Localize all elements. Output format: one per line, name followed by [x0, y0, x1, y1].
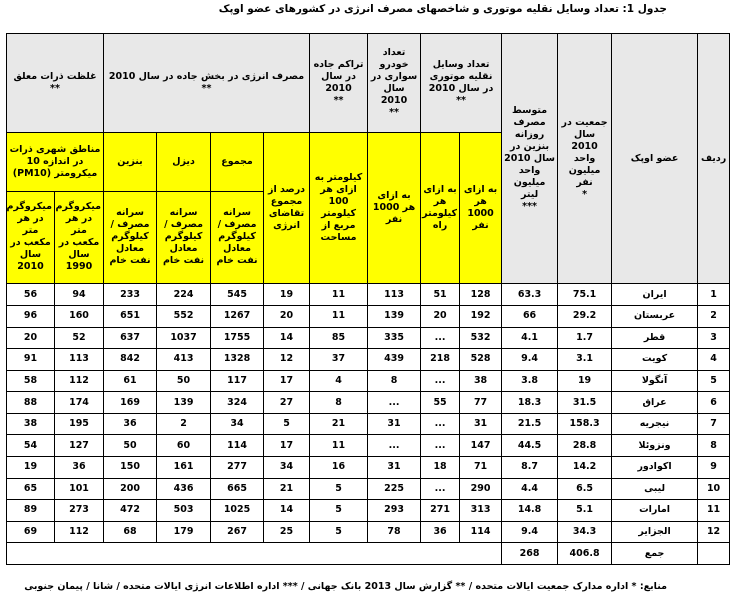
road-density: 16: [310, 457, 368, 479]
road-density: 11: [310, 284, 368, 306]
header-veh-per1000: به ازای هر 1000 نفر: [460, 133, 502, 284]
pm-1990: 113: [55, 349, 104, 371]
energy-gasoline: 233: [104, 284, 157, 306]
vehicles-per1000: 532: [460, 327, 502, 349]
header-pm2010: میکروگرم در هر متر مکعب در سال 2010: [7, 191, 55, 284]
road-density: 37: [310, 349, 368, 371]
cars-per1000: 8: [368, 370, 421, 392]
vehicles-perkm: 55: [421, 392, 460, 414]
row-number: 7: [698, 413, 730, 435]
energy-pct: 14: [264, 500, 310, 522]
energy-total: 1025: [211, 500, 264, 522]
table-row: [7, 349, 730, 371]
fuel-consumption: 3.8: [502, 370, 558, 392]
road-density: 4: [310, 370, 368, 392]
energy-diesel: 552: [157, 305, 211, 327]
energy-gasoline: 637: [104, 327, 157, 349]
fuel-consumption: 4.1: [502, 327, 558, 349]
energy-total: 1328: [211, 349, 264, 371]
table-row: [7, 478, 730, 500]
vehicles-per1000: 528: [460, 349, 502, 371]
vehicles-per1000: 77: [460, 392, 502, 414]
energy-diesel: 2: [157, 413, 211, 435]
vehicles-per1000: 31: [460, 413, 502, 435]
table-row: [7, 500, 730, 522]
pm-1990: 52: [55, 327, 104, 349]
table-row: [7, 413, 730, 435]
pm-2010: 38: [7, 413, 55, 435]
header-diesel: دیزل: [157, 133, 211, 191]
header-pm-group: غلظت ذرات معلق **: [7, 34, 104, 133]
pm-2010: 20: [7, 327, 55, 349]
population: 1.7: [558, 327, 612, 349]
energy-diesel: 436: [157, 478, 211, 500]
cars-per1000: 78: [368, 521, 421, 543]
energy-gasoline: 61: [104, 370, 157, 392]
energy-pct: 14: [264, 327, 310, 349]
pm-2010: 58: [7, 370, 55, 392]
fuel-consumption: 44.5: [502, 435, 558, 457]
energy-pct: 17: [264, 370, 310, 392]
energy-pct: 19: [264, 284, 310, 306]
table-row: [7, 435, 730, 457]
energy-gasoline: 169: [104, 392, 157, 414]
member-name: آنگولا: [612, 370, 698, 392]
table-caption: جدول 1: تعداد وسایل نقلیه موتوری و شاخصهای مصرف انرژی در کشورهای عضو اوپک: [218, 3, 667, 15]
pm-2010: 69: [7, 521, 55, 543]
population: 31.5: [558, 392, 612, 414]
vehicles-perkm: ...: [421, 435, 460, 457]
table-row: [7, 284, 730, 306]
member-name: نیجریه: [612, 413, 698, 435]
member-name: قطر: [612, 327, 698, 349]
row-number: 6: [698, 392, 730, 414]
member-name: اکوادور: [612, 457, 698, 479]
totals-population: 406.8: [558, 543, 612, 565]
energy-pct: 20: [264, 305, 310, 327]
member-name: کویت: [612, 349, 698, 371]
totals-fuel: 268: [502, 543, 558, 565]
vehicles-perkm: ...: [421, 478, 460, 500]
row-number: 1: [698, 284, 730, 306]
pm-1990: 127: [55, 435, 104, 457]
energy-gasoline: 200: [104, 478, 157, 500]
energy-total: 324: [211, 392, 264, 414]
energy-gasoline: 651: [104, 305, 157, 327]
energy-total: 665: [211, 478, 264, 500]
population: 34.3: [558, 521, 612, 543]
member-name: الجزایر: [612, 521, 698, 543]
fuel-consumption: 21.5: [502, 413, 558, 435]
cars-per1000: 139: [368, 305, 421, 327]
population: 5.1: [558, 500, 612, 522]
vehicles-perkm: 36: [421, 521, 460, 543]
cars-per1000: 225: [368, 478, 421, 500]
member-name: عراق: [612, 392, 698, 414]
table-row: [7, 327, 730, 349]
road-density: 11: [310, 305, 368, 327]
pm-2010: 91: [7, 349, 55, 371]
fuel-consumption: 66: [502, 305, 558, 327]
pm-2010: 19: [7, 457, 55, 479]
energy-diesel: 503: [157, 500, 211, 522]
population: 158.3: [558, 413, 612, 435]
pm-1990: 174: [55, 392, 104, 414]
fuel-consumption: 8.7: [502, 457, 558, 479]
pm-2010: 96: [7, 305, 55, 327]
totals-label: جمع: [612, 543, 698, 565]
energy-pct: 34: [264, 457, 310, 479]
fuel-consumption: 63.3: [502, 284, 558, 306]
fuel-consumption: 4.4: [502, 478, 558, 500]
row-number: 10: [698, 478, 730, 500]
row-number: 4: [698, 349, 730, 371]
pm-1990: 160: [55, 305, 104, 327]
vehicles-per1000: 192: [460, 305, 502, 327]
table-row: [7, 305, 730, 327]
fuel-consumption: 18.3: [502, 392, 558, 414]
fuel-consumption: 9.4: [502, 521, 558, 543]
footnote: منابع: * اداره مدارک جمعیت ایالات متحده / ** گزارش سال 2013 بانک جهانی / *** اداره اطلاعات انرژی ایالات متحده / شانا / پیمان جنوبی: [24, 581, 667, 592]
road-density: 11: [310, 435, 368, 457]
road-density: 5: [310, 478, 368, 500]
row-number: 11: [698, 500, 730, 522]
energy-gasoline: 36: [104, 413, 157, 435]
header-vehicles-group: تعداد وسایل نقلیه موتوری در سال 2010 **: [421, 34, 502, 133]
header-veh-perkm: به ازای هر کیلومتر راه: [421, 133, 460, 284]
header-population: جمعیت در سال 2010 واحد میلیون نفر *: [558, 34, 612, 284]
member-name: عربستان: [612, 305, 698, 327]
header-pm1990: میکروگرم در هر متر مکعب در سال 1990: [55, 191, 104, 284]
energy-pct: 25: [264, 521, 310, 543]
energy-diesel: 50: [157, 370, 211, 392]
energy-total: 545: [211, 284, 264, 306]
header-density-sub: کیلومتر به ازای هر 100 کیلومتر مربع از مساحت: [310, 133, 368, 284]
vehicles-perkm: 51: [421, 284, 460, 306]
header-cars-group: تعداد خودرو سواری در سال 2010 **: [368, 34, 421, 133]
energy-diesel: 413: [157, 349, 211, 371]
header-gasoline: بنزین: [104, 133, 157, 191]
fuel-consumption: 14.8: [502, 500, 558, 522]
population: 29.2: [558, 305, 612, 327]
energy-diesel: 161: [157, 457, 211, 479]
cars-per1000: ...: [368, 392, 421, 414]
pm-2010: 89: [7, 500, 55, 522]
member-name: ایران: [612, 284, 698, 306]
pm-1990: 101: [55, 478, 104, 500]
header-pm-sub: مناطق شهری ذرات در اندازه 10 میکرومتر (PM10): [7, 133, 104, 191]
header-density-group: تراکم جاده در سال 2010 **: [310, 34, 368, 133]
energy-total: 1267: [211, 305, 264, 327]
cars-per1000: 293: [368, 500, 421, 522]
vehicles-perkm: ...: [421, 327, 460, 349]
table-row: [7, 370, 730, 392]
population: 3.1: [558, 349, 612, 371]
pm-2010: 88: [7, 392, 55, 414]
member-name: لیبی: [612, 478, 698, 500]
energy-pct: 21: [264, 478, 310, 500]
header-cars-per1000: به ازای هر 1000 نفر: [368, 133, 421, 284]
energy-diesel: 139: [157, 392, 211, 414]
cars-per1000: 31: [368, 457, 421, 479]
vehicles-per1000: 147: [460, 435, 502, 457]
energy-total: 277: [211, 457, 264, 479]
table-row: [7, 392, 730, 414]
energy-gasoline: 150: [104, 457, 157, 479]
energy-diesel: 60: [157, 435, 211, 457]
fuel-consumption: 9.4: [502, 349, 558, 371]
row-number: 2: [698, 305, 730, 327]
vehicles-perkm: ...: [421, 413, 460, 435]
population: 28.8: [558, 435, 612, 457]
energy-gasoline: 50: [104, 435, 157, 457]
row-number: 8: [698, 435, 730, 457]
energy-total: 267: [211, 521, 264, 543]
population: 6.5: [558, 478, 612, 500]
header-member: عضو اوپک: [612, 34, 698, 284]
header-fuel: متوسط مصرف روزانه بنزین در سال 2010 واحد میلیون لیتر ***: [502, 34, 558, 284]
member-name: امارات: [612, 500, 698, 522]
header-total: مجموع: [211, 133, 264, 191]
pm-1990: 112: [55, 521, 104, 543]
table-row: [7, 521, 730, 543]
pm-1990: 36: [55, 457, 104, 479]
header-pct: درصد از مجموع تقاضای انرژی: [264, 133, 310, 284]
energy-gasoline: 472: [104, 500, 157, 522]
cars-per1000: 31: [368, 413, 421, 435]
cars-per1000: 113: [368, 284, 421, 306]
table-row: [7, 457, 730, 479]
pm-1990: 94: [55, 284, 104, 306]
cars-per1000: 335: [368, 327, 421, 349]
energy-pct: 27: [264, 392, 310, 414]
vehicles-per1000: 114: [460, 521, 502, 543]
cars-per1000: ...: [368, 435, 421, 457]
vehicles-perkm: 20: [421, 305, 460, 327]
population: 75.1: [558, 284, 612, 306]
vehicles-per1000: 38: [460, 370, 502, 392]
energy-total: 34: [211, 413, 264, 435]
energy-total: 114: [211, 435, 264, 457]
pm-1990: 273: [55, 500, 104, 522]
energy-gasoline: 68: [104, 521, 157, 543]
totals-empty: [7, 543, 502, 565]
population: 14.2: [558, 457, 612, 479]
energy-diesel: 179: [157, 521, 211, 543]
road-density: 5: [310, 521, 368, 543]
header-gasoline-sub: سرانه مصرف / کیلوگرم معادل نفت خام: [104, 191, 157, 284]
energy-total: 1755: [211, 327, 264, 349]
pm-2010: 54: [7, 435, 55, 457]
vehicles-per1000: 128: [460, 284, 502, 306]
pm-1990: 112: [55, 370, 104, 392]
energy-diesel: 224: [157, 284, 211, 306]
header-radif: ردیف: [698, 34, 730, 284]
road-density: 21: [310, 413, 368, 435]
population: 19: [558, 370, 612, 392]
vehicles-per1000: 313: [460, 500, 502, 522]
vehicles-per1000: 71: [460, 457, 502, 479]
vehicles-perkm: 218: [421, 349, 460, 371]
energy-total: 117: [211, 370, 264, 392]
vehicles-perkm: ...: [421, 370, 460, 392]
pm-1990: 195: [55, 413, 104, 435]
road-density: 8: [310, 392, 368, 414]
cars-per1000: 439: [368, 349, 421, 371]
totals-radif: [698, 543, 730, 565]
opec-vehicles-table: [6, 33, 730, 565]
row-number: 12: [698, 521, 730, 543]
energy-pct: 17: [264, 435, 310, 457]
road-density: 85: [310, 327, 368, 349]
vehicles-perkm: 271: [421, 500, 460, 522]
vehicles-per1000: 290: [460, 478, 502, 500]
header-energy-group: مصرف انرژی در بخش جاده در سال 2010 **: [104, 34, 310, 133]
row-number: 5: [698, 370, 730, 392]
energy-pct: 5: [264, 413, 310, 435]
energy-gasoline: 842: [104, 349, 157, 371]
member-name: ونزوئلا: [612, 435, 698, 457]
header-total-sub: سرانه مصرف / کیلوگرم معادل نفت خام: [211, 191, 264, 284]
row-number: 3: [698, 327, 730, 349]
vehicles-perkm: 18: [421, 457, 460, 479]
row-number: 9: [698, 457, 730, 479]
energy-diesel: 1037: [157, 327, 211, 349]
pm-2010: 65: [7, 478, 55, 500]
energy-pct: 12: [264, 349, 310, 371]
road-density: 5: [310, 500, 368, 522]
pm-2010: 56: [7, 284, 55, 306]
header-diesel-sub: سرانه مصرف / کیلوگرم معادل نفت خام: [157, 191, 211, 284]
